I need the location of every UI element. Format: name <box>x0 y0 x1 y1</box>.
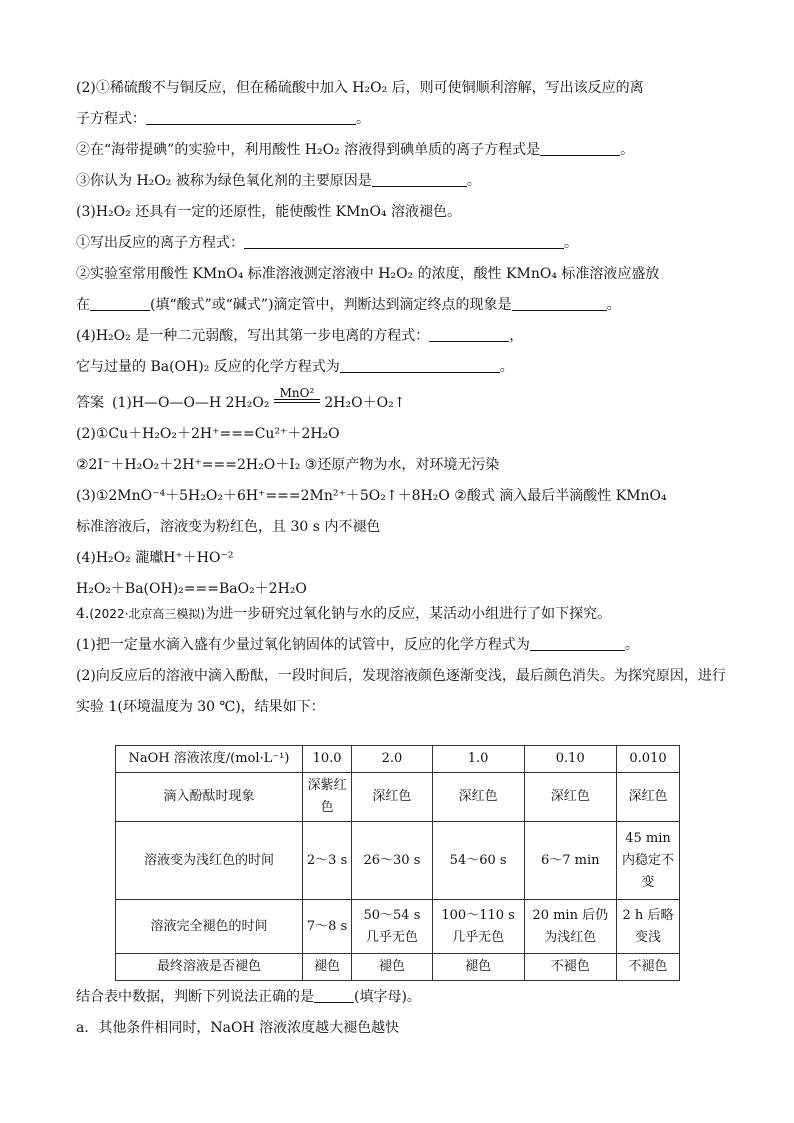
text: (4)H₂O₂ 瀧瓛H⁺＋HO⁻² <box>76 550 234 566</box>
text: H₂O₂＋Ba(OH)₂===BaO₂＋2H₂O <box>76 581 307 597</box>
answer-blank[interactable] <box>146 110 356 125</box>
text: 。 <box>499 359 514 375</box>
table-cell: 深红色 <box>432 773 524 822</box>
table-header-cell: 10.0 <box>303 746 352 773</box>
q3-line-2 <box>76 233 726 253</box>
text: 实验 1(环境温度为 30 ℃)，结果如下： <box>76 699 325 715</box>
text: ③你认为 H₂O₂ 被称为绿色氧化剂的主要原因是 <box>76 173 372 189</box>
text: ②2I⁻＋H₂O₂＋2H⁺===2H₂O＋I₂ ③还原产物为水，对环境无污染 <box>76 457 500 473</box>
q4-part-2b <box>76 697 726 717</box>
answer-blank[interactable] <box>429 327 509 342</box>
reaction-condition <box>274 386 320 413</box>
answer-line-4 <box>76 486 726 506</box>
table-cell: 不褪色 <box>524 954 616 981</box>
table-cell: 滴入酚酞时现象 <box>116 773 303 822</box>
table-row <box>116 773 680 822</box>
text: 。 <box>564 235 578 251</box>
text: 。 <box>466 173 481 189</box>
table-cell: 褪色 <box>432 954 524 981</box>
q2-line-1 <box>76 78 726 98</box>
answer-line-6 <box>76 548 726 568</box>
table-cell: 深红色 <box>352 773 433 822</box>
text: ， <box>509 328 524 344</box>
table-cell: 100～110 s 几乎无色 <box>432 900 524 954</box>
text: (1)H—O—O—H 2H₂O₂ <box>112 395 270 411</box>
text: (2)①稀硫酸不与铜反应，但在稀硫酸中加入 H₂O₂ 后，则可使铜顺利溶解，写出该反应的离 <box>76 80 644 96</box>
text: 它与过量的 Ba(OH)₂ 反应的化学方程式为 <box>76 359 340 375</box>
table-cell: 最终溶液是否褪色 <box>116 954 303 981</box>
tail-line-1 <box>76 987 726 1007</box>
text: ②实验室常用酸性 KMnO₄ 标准溶液测定溶液中 H₂O₂ 的浓度，酸性 KMnO₄ 标准溶液应盛放 <box>76 266 660 282</box>
text: 在 <box>76 297 90 313</box>
table-row <box>116 954 680 981</box>
table-cell: 50～54 s 几乎无色 <box>352 900 433 954</box>
question-source: (2022·北京高三模拟) <box>89 607 206 621</box>
table-header-cell: 0.010 <box>617 746 680 773</box>
table-header-cell: NaOH 溶液浓度/(mol·L⁻¹) <box>116 746 303 773</box>
q2-line-3 <box>76 140 726 160</box>
q4-part-2a <box>76 666 726 686</box>
text: ②在“海带提碘”的实验中，利用酸性 H₂O₂ 溶液得到碘单质的离子方程式是 <box>76 142 541 158</box>
table-cell: 褪色 <box>303 954 352 981</box>
table-cell: 20 min 后仍为浅红色 <box>524 900 616 954</box>
text: (4)H₂O₂ 是一种二元弱酸，写出其第一步电离的方程式： <box>76 328 430 344</box>
table-cell: 深紫红色 <box>303 773 352 822</box>
text: 。 <box>620 142 635 158</box>
q4p-line-2 <box>76 357 726 377</box>
table-cell: 深红色 <box>617 773 680 822</box>
table-cell: 溶液变为浅红色的时间 <box>116 822 303 900</box>
answer-blank[interactable] <box>244 234 564 249</box>
table-row <box>116 822 680 900</box>
table-cell: 2 h 后略变浅 <box>617 900 680 954</box>
table-cell: 2～3 s <box>303 822 352 900</box>
text: 结合表中数据，判断下列说法正确的是 <box>76 989 314 1005</box>
answer-line-2 <box>76 424 726 444</box>
text: 。 <box>356 111 370 127</box>
catalyst-label: MnO² <box>279 386 315 400</box>
q3-line-1 <box>76 202 726 222</box>
answer-blank[interactable] <box>372 172 467 187</box>
table-cell: 26～30 s <box>352 822 433 900</box>
text: (2)①Cu＋H₂O₂＋2H⁺===Cu²⁺＋2H₂O <box>76 426 340 442</box>
text: (2)向反应后的溶液中滴入酚酞，一段时间后，发现溶液颜色逐渐变浅，最后颜色消失。为探究原因，进行 <box>76 668 726 684</box>
table-cell: 深红色 <box>524 773 616 822</box>
answer-blank[interactable] <box>530 636 625 651</box>
text: 标准溶液后，溶液变为粉红色，且 30 s 内不褪色 <box>76 519 381 535</box>
text: (3)H₂O₂ 还具有一定的还原性，能使酸性 KMnO₄ 溶液褪色。 <box>76 204 461 220</box>
answer-line-7 <box>76 579 726 599</box>
question-body <box>76 78 726 728</box>
text: (填“酸式”或“碱式”)滴定管中，判断达到滴定终点的现象是 <box>150 297 512 313</box>
table-cell: 7～8 s <box>303 900 352 954</box>
table-cell: 不褪色 <box>617 954 680 981</box>
answer-tag: 答案 <box>76 395 104 411</box>
table-row <box>116 900 680 954</box>
q3-line-3 <box>76 264 726 284</box>
table-header-cell: 2.0 <box>352 746 433 773</box>
answer-blank[interactable] <box>90 296 150 311</box>
experiment-table <box>115 745 680 981</box>
q4-stem <box>76 604 726 624</box>
table-header-row <box>116 746 680 773</box>
answer-line-5 <box>76 517 726 537</box>
text: (3)①2MnO⁻⁴＋5H₂O₂＋6H⁺===2Mn²⁺＋5O₂↑＋8H₂O ②酸式 滴入最后半滴酸性 KMnO₄ <box>76 488 667 504</box>
answer-blank[interactable] <box>512 296 607 311</box>
text: (填字母)。 <box>354 989 421 1005</box>
table-cell: 54～60 s <box>432 822 524 900</box>
q2-line-2 <box>76 109 726 129</box>
option-a: a．其他条件相同时，NaOH 溶液浓度越大褪色越快 <box>76 1020 400 1036</box>
q4p-line-1 <box>76 326 726 346</box>
table-cell: 溶液完全褪色的时间 <box>116 900 303 954</box>
text: 2H₂O＋O₂↑ <box>324 395 406 411</box>
q4-part-1 <box>76 635 726 655</box>
answer-blank[interactable] <box>340 358 500 373</box>
text: (1)把一定量水滴入盛有少量过氧化钠固体的试管中，反应的化学方程式为 <box>76 637 530 653</box>
table-header-cell: 0.10 <box>524 746 616 773</box>
text: ①写出反应的离子方程式： <box>76 235 244 251</box>
text: 。 <box>624 637 639 653</box>
text: 子方程式： <box>76 111 146 127</box>
q2-line-4 <box>76 171 726 191</box>
tail-line-2 <box>76 1018 726 1038</box>
text: 。 <box>606 297 621 313</box>
table-cell: 褪色 <box>352 954 433 981</box>
answer-line-1 <box>76 386 726 413</box>
answer-blank[interactable] <box>540 141 620 156</box>
table-header-cell: 1.0 <box>432 746 524 773</box>
answer-blank[interactable] <box>314 988 354 1003</box>
q3-line-4 <box>76 295 726 315</box>
question-tail <box>76 987 726 1049</box>
text: 为进一步研究过氧化钠与水的反应，某活动小组进行了如下探究。 <box>205 606 612 622</box>
answer-line-3 <box>76 455 726 475</box>
table-cell: 45 min 内稳定不变 <box>617 822 680 900</box>
question-number: 4. <box>76 606 90 622</box>
table-cell: 6～7 min <box>524 822 616 900</box>
